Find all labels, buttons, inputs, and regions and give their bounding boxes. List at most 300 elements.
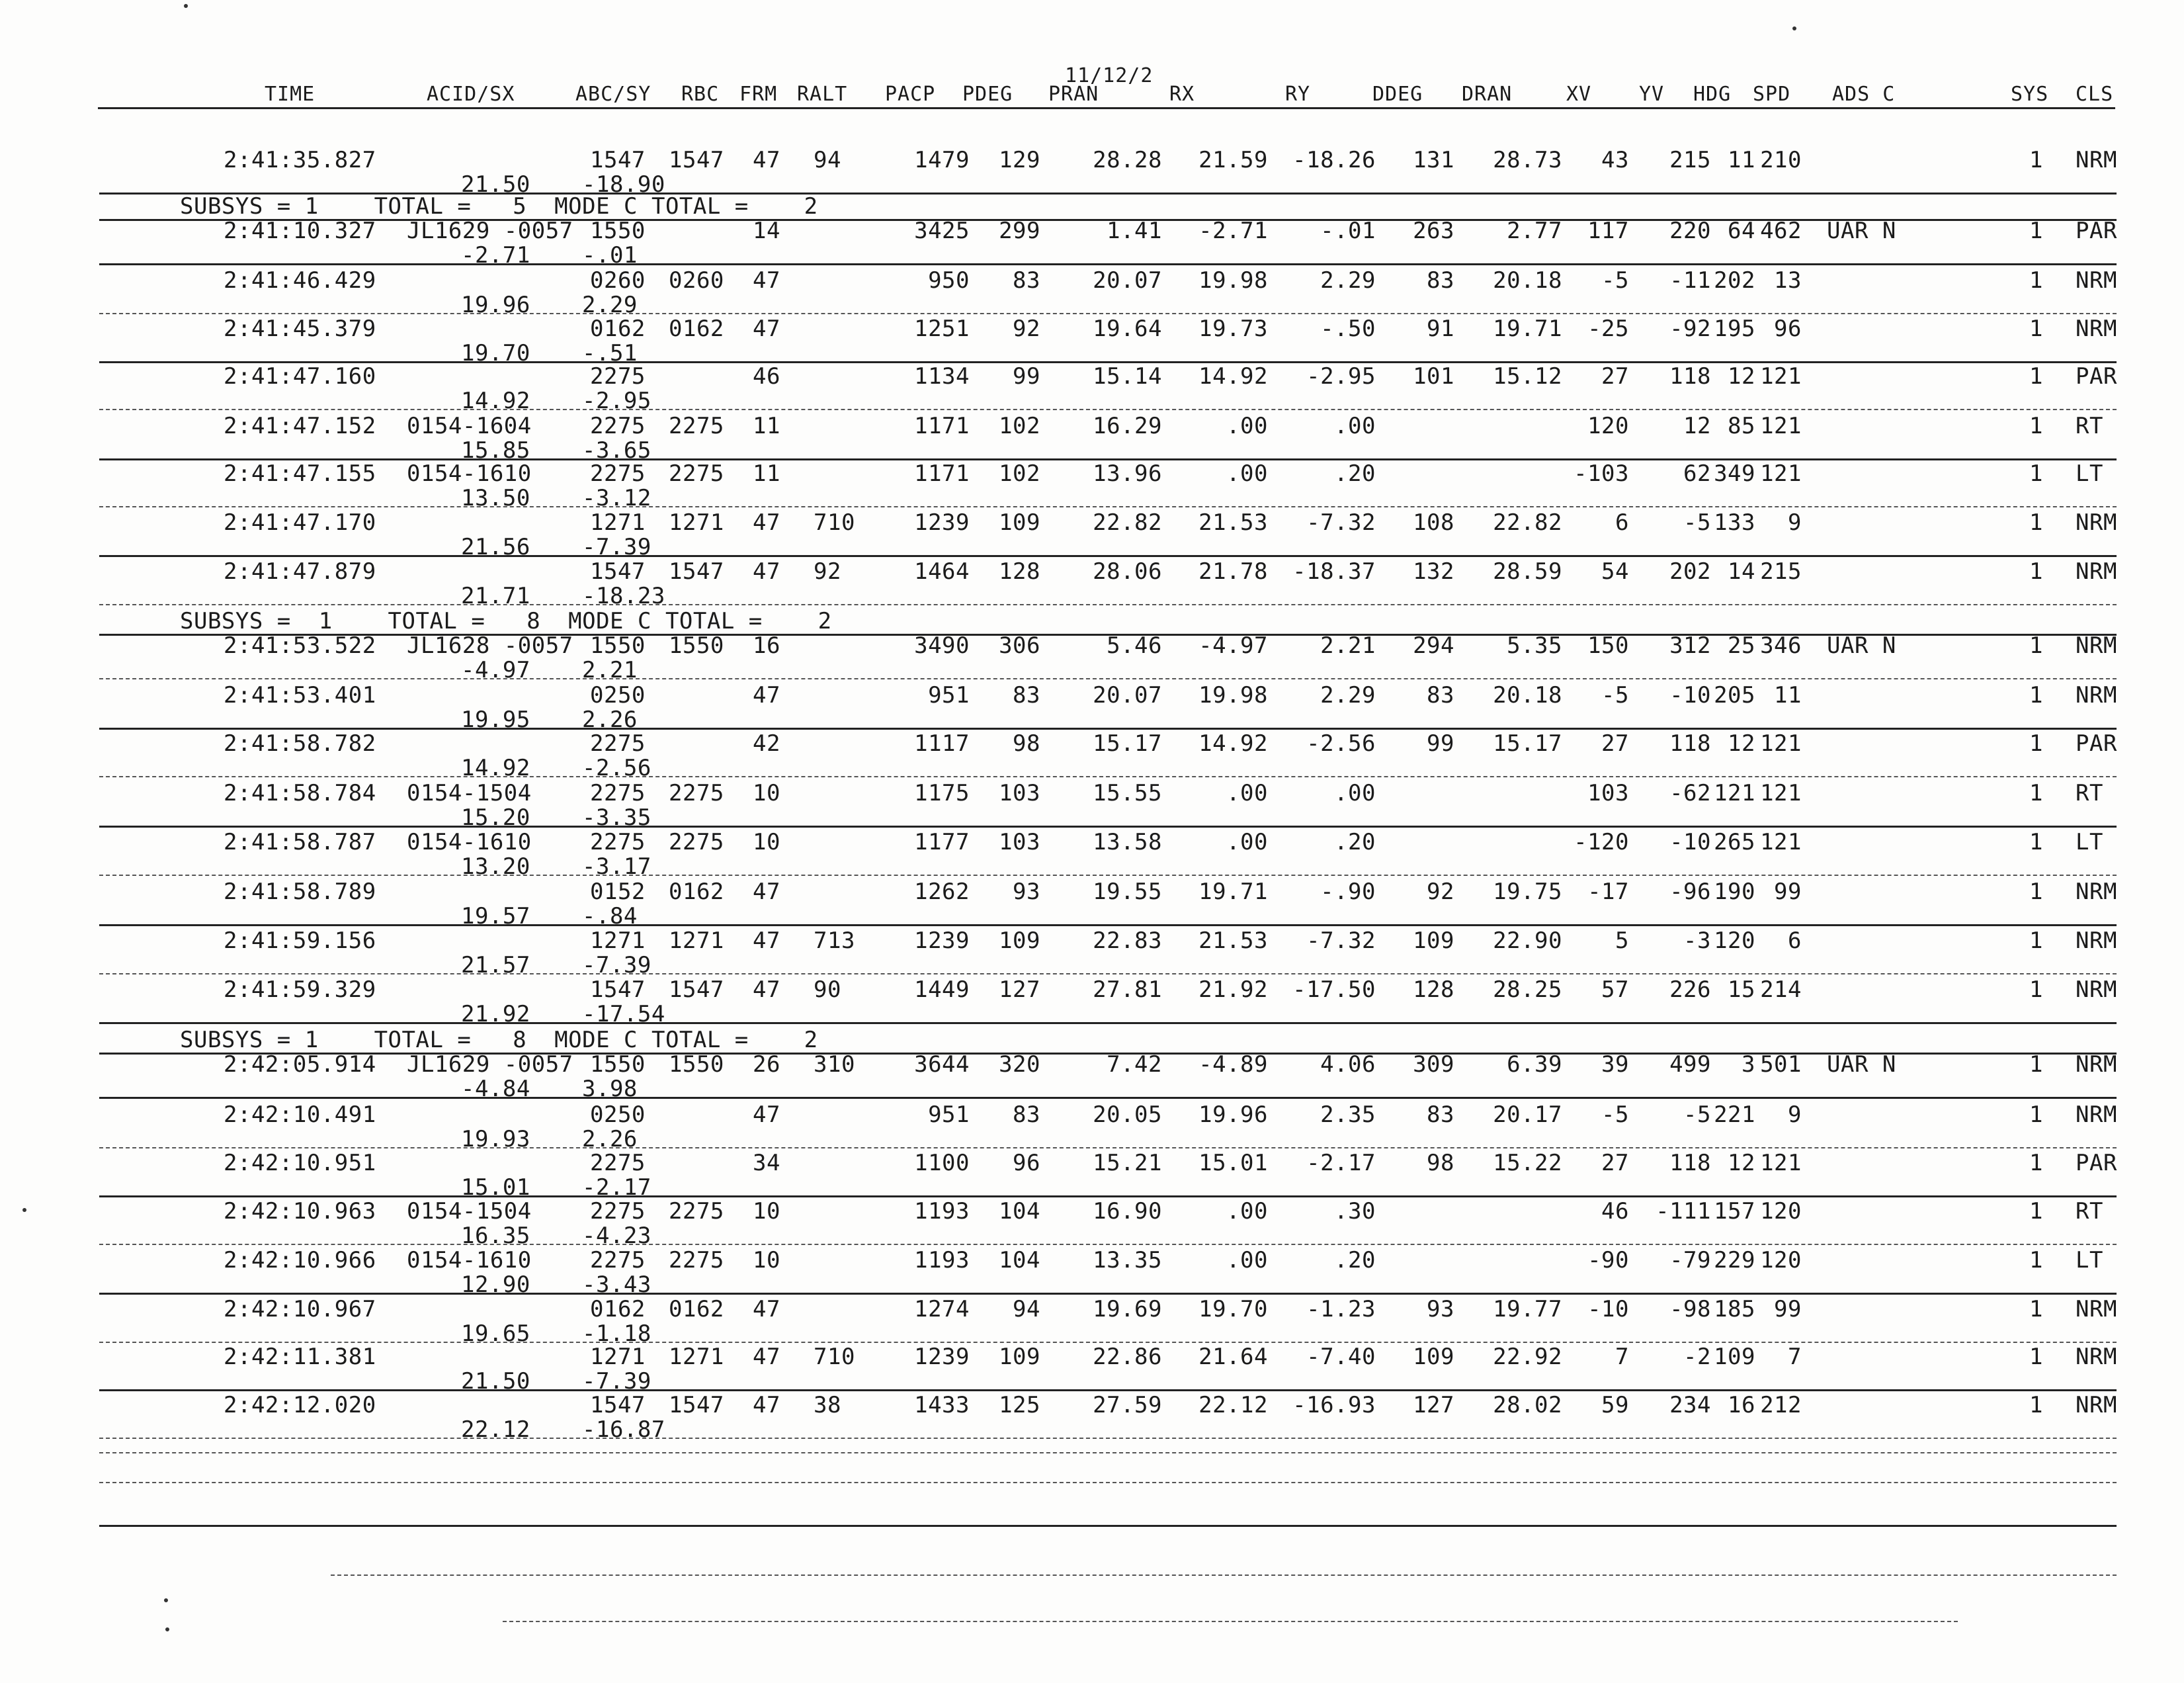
cell-ddeg: 92 <box>1427 879 1454 905</box>
cell-frm: 47 <box>753 1392 780 1418</box>
cell-pacp: 1274 <box>914 1296 970 1322</box>
cell-pran: 28.28 <box>1093 147 1162 173</box>
cell-rx: 22.12 <box>1198 1392 1268 1418</box>
row-rule <box>99 826 2117 828</box>
cell-pdeg: 103 <box>999 780 1040 806</box>
cell-dran: 19.75 <box>1493 879 1562 905</box>
cell-pdeg: 125 <box>999 1392 1040 1418</box>
cell-xv: -90 <box>1587 1247 1629 1273</box>
cell-ddeg: 101 <box>1413 363 1454 390</box>
cell-rbc: 1547 <box>669 558 724 585</box>
cell-pdeg: 128 <box>999 558 1040 585</box>
cell-dran: 15.17 <box>1493 730 1562 757</box>
cell-spd: 99 <box>1774 879 1802 905</box>
cell-frm: 26 <box>753 1051 780 1078</box>
cell-hdg: 185 <box>1714 1296 1755 1322</box>
cell-pacp: 1117 <box>914 730 970 757</box>
cell-yv: 499 <box>1669 1051 1711 1078</box>
cell-abc: 2275 <box>590 829 646 855</box>
cell-spd: 212 <box>1760 1392 1802 1418</box>
cell-time: 2:41:45.379 <box>224 316 376 342</box>
cell-pran: 13.58 <box>1093 829 1162 855</box>
cell-ralt: 94 <box>814 147 841 173</box>
cell-pdeg: 127 <box>999 976 1040 1003</box>
cell-xv: 27 <box>1601 363 1629 390</box>
cell-cls: NRM <box>2076 1296 2117 1322</box>
cell-acid: 0154-1610 <box>407 829 532 855</box>
cell-sx: -4.97 <box>461 657 530 683</box>
column-header: PDEG <box>962 83 1013 106</box>
cell-pdeg: 83 <box>1013 682 1040 709</box>
cell-pacp: 950 <box>928 267 970 294</box>
cell-pacp: 1171 <box>914 413 970 439</box>
column-header: HDG <box>1693 83 1732 106</box>
cell-spd: 121 <box>1760 829 1802 855</box>
column-header: RBC <box>681 83 720 106</box>
cell-pdeg: 92 <box>1013 316 1040 342</box>
cell-pran: 16.90 <box>1093 1198 1162 1225</box>
cell-hdg: 229 <box>1714 1247 1755 1273</box>
cell-ddeg: 108 <box>1413 509 1454 536</box>
cell-time: 2:41:10.327 <box>224 218 376 244</box>
cell-hdg: 121 <box>1714 780 1755 806</box>
cell-sx: 21.50 <box>461 171 530 198</box>
cell-time: 2:41:58.787 <box>224 829 376 855</box>
column-header: ADS C <box>1832 83 1896 106</box>
cell-pacp: 951 <box>928 682 970 709</box>
cell-xv: 54 <box>1601 558 1629 585</box>
cell-pran: 20.07 <box>1093 267 1162 294</box>
cell-time: 2:41:47.152 <box>224 413 376 439</box>
cell-sys: 1 <box>2029 682 2043 709</box>
cell-sy: -18.23 <box>582 583 665 609</box>
cell-pran: 7.42 <box>1107 1051 1162 1078</box>
cell-acid: JL1628 -0057 <box>407 632 573 659</box>
cell-ddeg: 132 <box>1413 558 1454 585</box>
cell-frm: 47 <box>753 1296 780 1322</box>
cell-abc: 0260 <box>590 267 646 294</box>
cell-rbc: 0162 <box>669 879 724 905</box>
cell-cls: NRM <box>2076 879 2117 905</box>
cell-ddeg: 131 <box>1413 147 1454 173</box>
cell-pacp: 1239 <box>914 1344 970 1370</box>
cell-frm: 47 <box>753 928 780 954</box>
cell-dran: 6.39 <box>1507 1051 1562 1078</box>
cell-spd: 9 <box>1788 509 1802 536</box>
cell-time: 2:42:11.381 <box>224 1344 376 1370</box>
cell-frm: 10 <box>753 1198 780 1225</box>
cell-pran: 15.14 <box>1093 363 1162 390</box>
cell-pacp: 1433 <box>914 1392 970 1418</box>
cell-frm: 47 <box>753 147 780 173</box>
cell-sx: -2.71 <box>461 242 530 269</box>
cell-rbc: 2275 <box>669 460 724 487</box>
cell-pran: 16.29 <box>1093 413 1162 439</box>
cell-yv: -10 <box>1669 829 1711 855</box>
cell-time: 2:42:10.966 <box>224 1247 376 1273</box>
cell-sys: 1 <box>2029 267 2043 294</box>
cell-rx: .00 <box>1226 780 1268 806</box>
cell-ry: -7.32 <box>1306 928 1376 954</box>
cell-yv: -10 <box>1669 682 1711 709</box>
cell-rx: -2.71 <box>1198 218 1268 244</box>
column-header: RY <box>1285 83 1311 106</box>
cell-time: 2:41:53.522 <box>224 632 376 659</box>
cell-ddeg: 127 <box>1413 1392 1454 1418</box>
column-header: ABC/SY <box>575 83 651 106</box>
cell-sx: 19.70 <box>461 340 530 367</box>
column-header: ACID/SX <box>427 83 515 106</box>
cell-yv: -5 <box>1683 1101 1711 1128</box>
cell-rbc: 2275 <box>669 780 724 806</box>
cell-yv: 62 <box>1683 460 1711 487</box>
cell-sys: 1 <box>2029 218 2043 244</box>
cell-dran: 22.92 <box>1493 1344 1562 1370</box>
cell-ry: -.50 <box>1320 316 1376 342</box>
cell-pran: 19.55 <box>1093 879 1162 905</box>
cell-sys: 1 <box>2029 558 2043 585</box>
cell-sy: -7.39 <box>582 1368 651 1395</box>
cell-pran: 22.83 <box>1093 928 1162 954</box>
subsys-summary-line: SUBSYS = 1 TOTAL = 8 MODE C TOTAL = 2 <box>180 1027 818 1053</box>
cell-xv: 6 <box>1615 509 1629 536</box>
cell-pran: 19.64 <box>1093 316 1162 342</box>
cell-pdeg: 103 <box>999 829 1040 855</box>
cell-pran: 22.82 <box>1093 509 1162 536</box>
cell-time: 2:41:58.784 <box>224 780 376 806</box>
cell-pdeg: 83 <box>1013 1101 1040 1128</box>
cell-spd: 7 <box>1788 1344 1802 1370</box>
cell-xv: 150 <box>1587 632 1629 659</box>
cell-ddeg: 128 <box>1413 976 1454 1003</box>
cell-hdg: 157 <box>1714 1198 1755 1225</box>
cell-yv: 226 <box>1669 976 1711 1003</box>
blank-rule <box>99 1525 2117 1527</box>
cell-frm: 46 <box>753 363 780 390</box>
cell-cls: NRM <box>2076 558 2117 585</box>
cell-ads: UAR N <box>1827 218 1896 244</box>
cell-pran: 1.41 <box>1107 218 1162 244</box>
cell-dran: 28.59 <box>1493 558 1562 585</box>
header-rule <box>98 107 2115 109</box>
page-date: 11/12/2 <box>1065 64 1154 87</box>
cell-dran: 20.17 <box>1493 1101 1562 1128</box>
cell-pran: 13.35 <box>1093 1247 1162 1273</box>
cell-sy: -7.39 <box>582 534 651 560</box>
cell-cls: PAR <box>2076 730 2117 757</box>
cell-pdeg: 83 <box>1013 267 1040 294</box>
cell-abc: 2275 <box>590 1247 646 1273</box>
cell-sy: -.01 <box>582 242 638 269</box>
cell-cls: LT <box>2076 829 2103 855</box>
cell-pacp: 1239 <box>914 928 970 954</box>
cell-acid: JL1629 -0057 <box>407 1051 573 1078</box>
cell-sys: 1 <box>2029 1051 2043 1078</box>
cell-hdg: 64 <box>1728 218 1755 244</box>
cell-rbc: 0162 <box>669 1296 724 1322</box>
cell-ddeg: 98 <box>1427 1150 1454 1176</box>
cell-pdeg: 109 <box>999 1344 1040 1370</box>
cell-hdg: 25 <box>1728 632 1755 659</box>
cell-spd: 11 <box>1774 682 1802 709</box>
cell-rx: .00 <box>1226 1247 1268 1273</box>
cell-spd: 6 <box>1788 928 1802 954</box>
cell-rx: .00 <box>1226 829 1268 855</box>
cell-cls: RT <box>2076 413 2103 439</box>
cell-time: 2:41:47.160 <box>224 363 376 390</box>
cell-pdeg: 306 <box>999 632 1040 659</box>
cell-ddeg: 83 <box>1427 682 1454 709</box>
cell-sys: 1 <box>2029 1392 2043 1418</box>
row-rule <box>99 1022 2117 1024</box>
cell-cls: LT <box>2076 1247 2103 1273</box>
cell-ddeg: 93 <box>1427 1296 1454 1322</box>
cell-pacp: 3644 <box>914 1051 970 1078</box>
cell-pran: 20.05 <box>1093 1101 1162 1128</box>
cell-ry: .20 <box>1334 1247 1376 1273</box>
cell-dran: 22.82 <box>1493 509 1562 536</box>
cell-rbc: 1271 <box>669 928 724 954</box>
cell-abc: 0250 <box>590 682 646 709</box>
cell-hdg: 109 <box>1714 1344 1755 1370</box>
cell-spd: 210 <box>1760 147 1802 173</box>
cell-ry: -16.93 <box>1292 1392 1376 1418</box>
cell-pacp: 1134 <box>914 363 970 390</box>
column-header: SPD <box>1753 83 1791 106</box>
column-header: CLS <box>2076 83 2114 106</box>
cell-pdeg: 109 <box>999 928 1040 954</box>
cell-sys: 1 <box>2029 1296 2043 1322</box>
cell-rx: .00 <box>1226 1198 1268 1225</box>
cell-pdeg: 96 <box>1013 1150 1040 1176</box>
cell-rx: 19.70 <box>1198 1296 1268 1322</box>
cell-sy: -3.35 <box>582 804 651 831</box>
cell-pran: 27.59 <box>1093 1392 1162 1418</box>
cell-sy: -18.90 <box>582 171 665 198</box>
row-rule <box>99 678 2117 679</box>
cell-xv: 39 <box>1601 1051 1629 1078</box>
print-speck <box>184 4 188 8</box>
cell-frm: 14 <box>753 218 780 244</box>
cell-ry: -18.26 <box>1292 147 1376 173</box>
cell-spd: 121 <box>1760 780 1802 806</box>
cell-pacp: 1479 <box>914 147 970 173</box>
cell-dran: 2.77 <box>1507 218 1562 244</box>
cell-sx: 19.65 <box>461 1320 530 1347</box>
cell-dran: 28.25 <box>1493 976 1562 1003</box>
cell-rx: .00 <box>1226 460 1268 487</box>
cell-rbc: 2275 <box>669 1247 724 1273</box>
cell-ry: 4.06 <box>1320 1051 1376 1078</box>
cell-cls: PAR <box>2076 1150 2117 1176</box>
cell-abc: 2275 <box>590 1198 646 1225</box>
cell-rbc: 1547 <box>669 1392 724 1418</box>
cell-cls: PAR <box>2076 363 2117 390</box>
column-header: RX <box>1169 83 1195 106</box>
cell-sx: 19.96 <box>461 292 530 318</box>
cell-sx: 21.56 <box>461 534 530 560</box>
cell-acid: 0154-1604 <box>407 413 532 439</box>
cell-rbc: 1271 <box>669 509 724 536</box>
cell-ry: .30 <box>1334 1198 1376 1225</box>
row-rule <box>99 263 2117 265</box>
cell-ralt: 713 <box>814 928 855 954</box>
cell-rx: .00 <box>1226 413 1268 439</box>
cell-dran: 15.12 <box>1493 363 1562 390</box>
cell-hdg: 12 <box>1728 1150 1755 1176</box>
cell-spd: 99 <box>1774 1296 1802 1322</box>
cell-cls: NRM <box>2076 267 2117 294</box>
cell-ddeg: 99 <box>1427 730 1454 757</box>
cell-ads: UAR N <box>1827 632 1896 659</box>
cell-ry: 2.29 <box>1320 267 1376 294</box>
cell-pdeg: 129 <box>999 147 1040 173</box>
cell-ry: .00 <box>1334 780 1376 806</box>
cell-hdg: 15 <box>1728 976 1755 1003</box>
cell-abc: 1271 <box>590 1344 646 1370</box>
cell-spd: 346 <box>1760 632 1802 659</box>
cell-time: 2:41:47.155 <box>224 460 376 487</box>
cell-rbc: 1547 <box>669 976 724 1003</box>
row-rule <box>99 506 2117 507</box>
column-header: PACP <box>885 83 936 106</box>
cell-sy: -3.65 <box>582 437 651 464</box>
cell-sx: 19.95 <box>461 707 530 733</box>
cell-xv: -10 <box>1587 1296 1629 1322</box>
cell-cls: NRM <box>2076 682 2117 709</box>
cell-rbc: 1547 <box>669 147 724 173</box>
cell-spd: 501 <box>1760 1051 1802 1078</box>
cell-sys: 1 <box>2029 1101 2043 1128</box>
cell-sys: 1 <box>2029 363 2043 390</box>
cell-abc: 0152 <box>590 879 646 905</box>
cell-hdg: 3 <box>1742 1051 1755 1078</box>
cell-yv: -62 <box>1669 780 1711 806</box>
cell-sys: 1 <box>2029 316 2043 342</box>
row-rule <box>99 604 2117 605</box>
cell-cls: NRM <box>2076 928 2117 954</box>
cell-hdg: 221 <box>1714 1101 1755 1128</box>
cell-acid: 0154-1610 <box>407 1247 532 1273</box>
cell-hdg: 12 <box>1728 363 1755 390</box>
column-header: PRAN <box>1048 83 1099 106</box>
cell-frm: 47 <box>753 509 780 536</box>
cell-ddeg: 83 <box>1427 1101 1454 1128</box>
cell-dran: 28.02 <box>1493 1392 1562 1418</box>
cell-sy: -4.23 <box>582 1223 651 1249</box>
cell-sy: 3.98 <box>582 1076 638 1102</box>
cell-rx: 19.96 <box>1198 1101 1268 1128</box>
cell-pran: 15.21 <box>1093 1150 1162 1176</box>
row-rule <box>99 1244 2117 1245</box>
cell-frm: 10 <box>753 1247 780 1273</box>
cell-pdeg: 109 <box>999 509 1040 536</box>
cell-rx: 21.64 <box>1198 1344 1268 1370</box>
cell-pacp: 1251 <box>914 316 970 342</box>
cell-pdeg: 102 <box>999 413 1040 439</box>
cell-sx: 15.85 <box>461 437 530 464</box>
cell-rx: 21.53 <box>1198 509 1268 536</box>
subsys-summary-line: SUBSYS = 1 TOTAL = 8 MODE C TOTAL = 2 <box>180 608 832 634</box>
cell-ralt: 92 <box>814 558 841 585</box>
cell-ry: 2.35 <box>1320 1101 1376 1128</box>
cell-spd: 120 <box>1760 1198 1802 1225</box>
cell-dran: 28.73 <box>1493 147 1562 173</box>
cell-hdg: 85 <box>1728 413 1755 439</box>
cell-time: 2:41:47.879 <box>224 558 376 585</box>
cell-dran: 5.35 <box>1507 632 1562 659</box>
cell-sy: -7.39 <box>582 952 651 978</box>
cell-spd: 13 <box>1774 267 1802 294</box>
cell-sys: 1 <box>2029 1198 2043 1225</box>
cell-sys: 1 <box>2029 928 2043 954</box>
cell-pran: 28.06 <box>1093 558 1162 585</box>
cell-pacp: 1175 <box>914 780 970 806</box>
cell-yv: -2 <box>1683 1344 1711 1370</box>
cell-acid: JL1629 -0057 <box>407 218 573 244</box>
cell-sx: 15.01 <box>461 1174 530 1201</box>
cell-xv: -5 <box>1601 1101 1629 1128</box>
cell-xv: -5 <box>1601 682 1629 709</box>
cell-cls: NRM <box>2076 1101 2117 1128</box>
cell-sx: 14.92 <box>461 388 530 414</box>
cell-sx: 13.50 <box>461 485 530 511</box>
cell-ry: .00 <box>1334 413 1376 439</box>
cell-acid: 0154-1610 <box>407 460 532 487</box>
row-rule <box>99 973 2117 974</box>
cell-xv: 59 <box>1601 1392 1629 1418</box>
cell-xv: 117 <box>1587 218 1629 244</box>
cell-sy: -3.17 <box>582 853 651 880</box>
cell-yv: 220 <box>1669 218 1711 244</box>
cell-sx: 21.57 <box>461 952 530 978</box>
cell-rx: 21.78 <box>1198 558 1268 585</box>
cell-abc: 1547 <box>590 1392 646 1418</box>
cell-frm: 42 <box>753 730 780 757</box>
cell-sx: 22.12 <box>461 1416 530 1443</box>
cell-sy: -1.18 <box>582 1320 651 1347</box>
cell-ddeg: 109 <box>1413 928 1454 954</box>
cell-abc: 2275 <box>590 413 646 439</box>
cell-ddeg: 109 <box>1413 1344 1454 1370</box>
cell-yv: -3 <box>1683 928 1711 954</box>
cell-xv: -25 <box>1587 316 1629 342</box>
cell-spd: 215 <box>1760 558 1802 585</box>
cell-time: 2:41:47.170 <box>224 509 376 536</box>
cell-rbc: 2275 <box>669 413 724 439</box>
row-rule <box>99 924 2117 926</box>
cell-abc: 1550 <box>590 218 646 244</box>
cell-xv: -120 <box>1574 829 1629 855</box>
cell-sy: -.84 <box>582 903 638 929</box>
cell-yv: 234 <box>1669 1392 1711 1418</box>
cell-spd: 121 <box>1760 413 1802 439</box>
row-rule <box>99 1195 2117 1197</box>
cell-pacp: 1171 <box>914 460 970 487</box>
row-rule <box>99 1438 2117 1439</box>
cell-abc: 1550 <box>590 1051 646 1078</box>
cell-ddeg: 263 <box>1413 218 1454 244</box>
cell-time: 2:41:59.156 <box>224 928 376 954</box>
cell-pdeg: 98 <box>1013 730 1040 757</box>
cell-yv: 202 <box>1669 558 1711 585</box>
cell-sys: 1 <box>2029 632 2043 659</box>
cell-sx: 15.20 <box>461 804 530 831</box>
cell-pacp: 3490 <box>914 632 970 659</box>
cell-pran: 22.86 <box>1093 1344 1162 1370</box>
cell-sy: -.51 <box>582 340 638 367</box>
cell-sx: -4.84 <box>461 1076 530 1102</box>
